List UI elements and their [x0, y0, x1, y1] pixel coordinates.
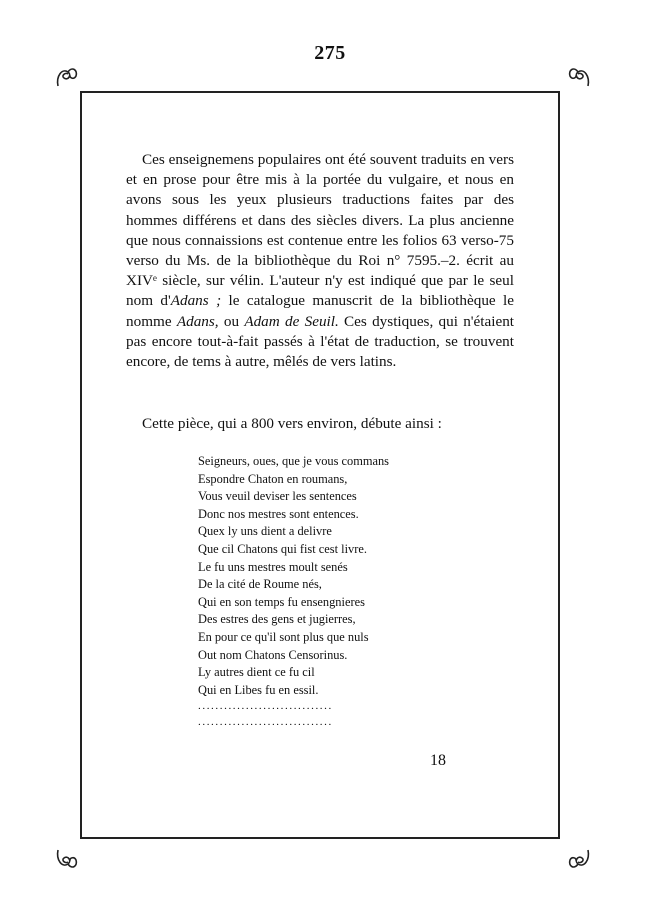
paragraph-text: Ces enseignemens populaires ont été souvent traduits en vers et en prose pour être mis à la portée du vulgaire, et nous en avons sous les yeux plusieurs traductions faites par des hommes différens et dans des siècles divers. La plus ancienne que nous connaissions est contenue entre les folios 63 verso-75 verso du Ms. de la bibliothèque du Roi n° 7595.–2. écrit au XIVᵉ siècle, sur vélin. L'auteur n'y est indiqué que par le seul nom d' — [126, 151, 514, 310]
signature-mark: 18 — [430, 752, 446, 769]
page-number: 275 — [314, 42, 346, 64]
poem-line: Seigneurs, oues, que je vous commans — [198, 454, 389, 468]
poem-verses — [198, 453, 478, 699]
poem-line: Quex ly uns dient a delivre — [198, 524, 332, 539]
poem-line: Espondre Chaton en roumans, — [198, 471, 348, 486]
author-name-italic: Adans ; — [170, 292, 222, 310]
poem-line: En pour ce qu'il sont plus que nuls — [198, 629, 369, 644]
corner-ornament-icon — [566, 64, 592, 90]
corner-ornament-icon — [54, 846, 80, 872]
poem-line: Que cil Chatons qui fist cest livre. — [198, 541, 367, 556]
poem-line: Le fu uns mestres moult senés — [198, 559, 348, 574]
corner-ornament-icon — [566, 846, 592, 872]
paragraph-text: Ces dystiques, qui n'étaient pas encore tout-à-fait passés à l'état de traduction, se trouvent encore, de tems à autre, mêlés de vers latins. — [126, 312, 515, 371]
poem-line: Ly autres dient ce fu cil — [198, 665, 315, 680]
body-paragraph — [126, 150, 514, 372]
paragraph-text: ou — [218, 312, 245, 330]
poem-line: Donc nos mestres sont entences. — [198, 506, 359, 521]
ellipsis-line: ............................... — [198, 716, 333, 728]
ellipsis-line: ............................... — [198, 700, 333, 712]
poem-line: Qui en son temps fu ensengnieres — [198, 594, 365, 609]
corner-ornament-icon — [54, 64, 80, 90]
poem-line: De la cité de Roume nés, — [198, 577, 322, 592]
poem-line: Vous veuil deviser les sentences — [198, 489, 357, 504]
poem-line: Qui en Libes fu en essil. — [198, 682, 319, 697]
poem-line: Out nom Chatons Censorinus. — [198, 647, 348, 662]
author-name-italic: Adans, — [176, 312, 219, 330]
paragraph-text: le catalogue manuscrit de la bibliothèque le nomme — [126, 292, 514, 330]
poem-line: Des estres des gens et jugierres, — [198, 612, 356, 627]
author-name-italic: Adam de Seuil. — [244, 312, 339, 330]
poem-intro: Cette pièce, qui a 800 vers environ, débute ainsi : — [142, 415, 442, 432]
